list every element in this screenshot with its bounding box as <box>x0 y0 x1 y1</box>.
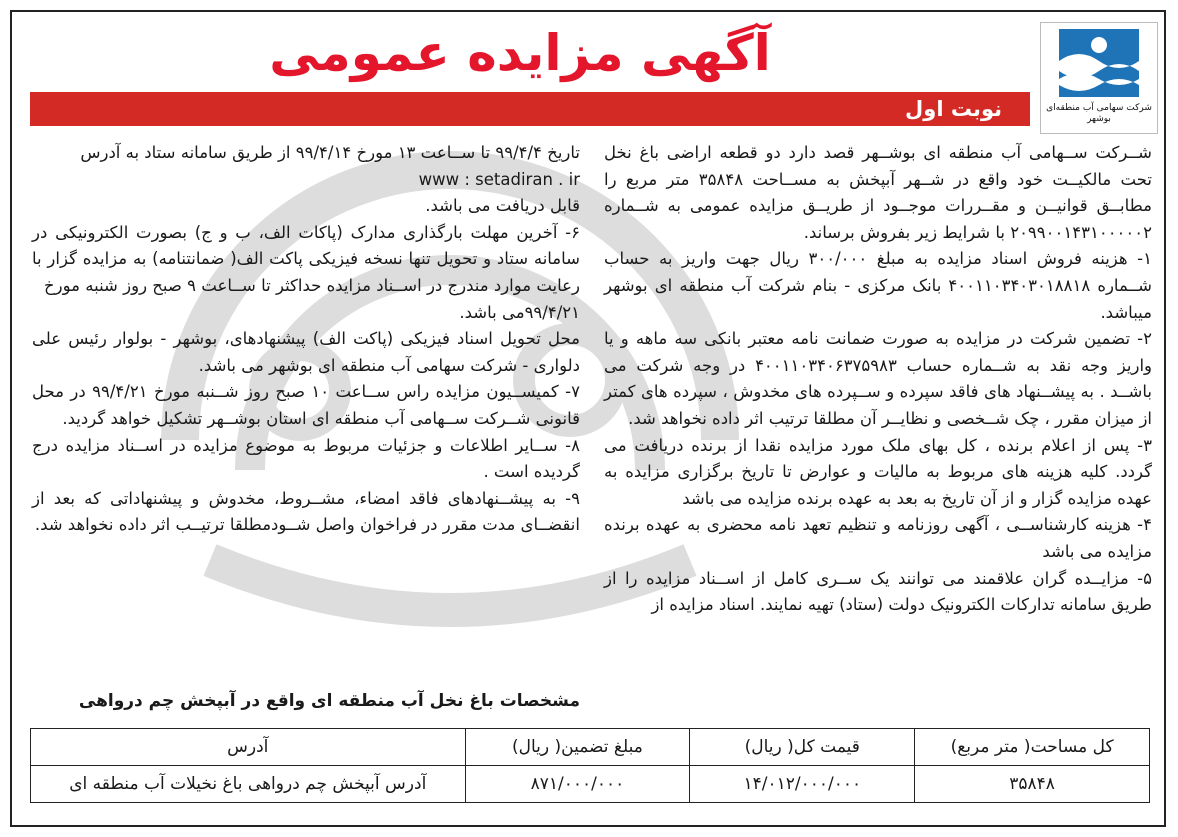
page-title: آگهی مزایده عمومی <box>269 24 771 82</box>
delivery-location: محل تحویل اسناد فیزیکی (پاکت الف) پیشنهادهای، بوشهر - بولوار رئیس علی دلواری - شرکت سهامی آب منطقه ای بوشهر می باشد. <box>32 329 580 375</box>
clause-4: ۴- هزینه کارشناســی ، آگهی روزنامه و تنظیم تعهد نامه محضری به عهده برنده مزایده می باشد <box>604 515 1152 561</box>
clause-9: ۹- به پیشــنهادهای فاقد امضاء، مشــروط، مخدوش و پیشنهاداتی که بعد از انقضــای مدت مقرر در فراخوان واصل شــودمطلقا ترتیــب اثر داده نخواهد شد. <box>32 488 580 535</box>
clause-7: ۷- کمیســیون مزایده راس ســاعت ۱۰ صبح روز شــنبه مورخ ۹۹/۴/۲۱ در محل قانونی شــرکت ســهامی آب منطقه ای استان بوشــهر تشکیل خواهد گردید. <box>32 382 580 428</box>
header-total-price: قیمت کل( ریال) <box>690 729 915 766</box>
company-logo <box>1040 22 1158 134</box>
table-row <box>31 766 1150 803</box>
cell-guarantee: ۸۷۱/۰۰۰/۰۰۰ <box>465 766 690 803</box>
round-banner <box>30 92 1030 126</box>
table-header-row <box>31 729 1150 766</box>
clause-5-end: قابل دریافت می باشد. <box>425 196 580 216</box>
setad-website-link[interactable]: www : setadiran . ir <box>418 169 580 189</box>
water-waves-icon <box>1041 23 1157 103</box>
clause-5: ۵- مزایــده گران علاقمند می توانند یک ســری کامل از اســناد مزایده را از طریق سامانه تدارکات الکترونیک دولت (ستاد) تهیه نمایند. اسناد مزایده از <box>604 568 1152 615</box>
clause-8: ۸- ســایر اطلاعات و جزئیات مربوط به موضوع مزایده در اســناد مزایده درج گردیده است . <box>32 435 580 482</box>
header-guarantee: مبلغ تضمین( ریال) <box>465 729 690 766</box>
clause-5-continued: تاریخ ۹۹/۴/۴ تا ســاعت ۱۳ مورخ ۹۹/۴/۱۴ از طریق سامانه ستاد به آدرس <box>80 143 580 162</box>
specs-title: مشخصات باغ نخل آب منطقه ای واقع در آبپخش چم درواهی <box>78 691 580 711</box>
header-address: آدرس <box>31 729 466 766</box>
cell-area: ۳۵۸۴۸ <box>915 766 1150 803</box>
cell-address: آدرس آبپخش چم درواهی باغ نخیلات آب منطقه ای <box>31 766 466 803</box>
specs-table <box>30 728 1150 803</box>
clause-2: ۲- تضمین شرکت در مزایده به صورت ضمانت نامه معتبر بانکی سه ماهه و یا واریز وجه نقد به شــماره حساب ۴۰۰۱۱۰۳۴۰۶۳۷۵۹۸۳ در وجه شرکت می باشــد . به پیشــنهاد های فاقد سپرده و ســپرده های مخدوش ، سپرده های کمتر از میزان مقرر ، چک شــخصی و نظایــر آن مطلقا ترتیب اثر داده نخواهد شد. <box>604 329 1153 428</box>
clause-6: ۶- آخرین مهلت بارگذاری مدارک (پاکات الف، ب و ج) بصورت الکترونیکی در سامانه ستاد و تحویل تنها نسخه فیزیکی پاکت الف( ضمانتنامه) به مزایده گزار با رعایت موارد مندرج در اســناد مزایده حداکثر تا ســاعت ۹ صبح روز شنبه مورخ <box>32 222 580 295</box>
logo-caption: شرکت سهامی آب منطقه‌ای بوشهر <box>1046 103 1152 124</box>
clause-6-date: ۹۹/۴/۲۱می باشد. <box>459 302 580 322</box>
cell-total-price: ۱۴/۰۱۲/۰۰۰/۰۰۰ <box>690 766 915 803</box>
left-column <box>32 140 580 539</box>
clause-1: ۱- هزینه فروش اسناد مزایده به مبلغ ۳۰۰/۰۰۰ ریال جهت واریز به حساب شــماره ۴۰۰۱۱۰۳۴۰۳۰۱۸۸۱۸ بانک مرکزی - بنام شرکت آب منطقه ای بوشهر میباشد. <box>604 249 1152 322</box>
right-column <box>604 140 1152 619</box>
intro-paragraph: شــرکت ســهامی آب منطقه ای بوشــهر قصد دارد دو قطعه اراضی باغ نخل تحت مالکیــت خود واقع در شــهر آبپخش به مســاحت ۳۵۸۴۸ متر مربع را مطابــق قوانیــن و مقــررات موجــود از طریــق مزایده عمومی به شــماره ۲۰۹۹۰۰۱۴۳۱۰۰۰۰۰۲ با شرایط زیر بفروش برساند. <box>604 143 1153 242</box>
clause-3: ۳- پس از اعلام برنده ، کل بهای ملک مورد مزایده نقدا از برنده دریافت می گردد. کلیه هزینه های مربوط به مالیات و عوارض تا تاریخ برگزاری مزایده به عهده مزایده گزار و از آن تاریخ به بعد به عهده برنده مزایده می باشد <box>604 435 1152 508</box>
round-label: نوبت اول <box>905 97 1002 121</box>
header-area: کل مساحت( متر مربع) <box>915 729 1150 766</box>
